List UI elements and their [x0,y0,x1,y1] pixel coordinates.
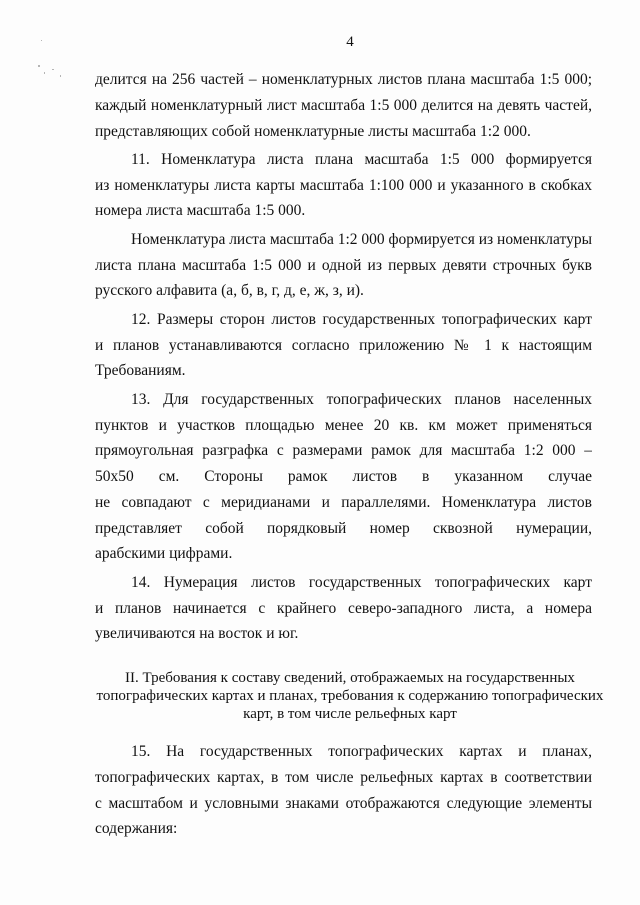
text-line: Требованиям. [95,362,186,379]
scan-speck [38,65,40,67]
text-line: 50x50 см. Стороны рамок листов в указанном случае [95,468,592,485]
scan-speck [44,72,45,74]
text-line: из номенклатуры листа карты масштаба 1:100 000 и указанного в скобках [95,177,592,194]
text-line: 13. Для государственных топографических планов населенных [131,391,592,408]
text-line: русского алфавита (а, б, в, г, д, е, ж, з, и). [95,282,364,299]
page-number: 4 [346,34,354,50]
text-line: представляет собой порядковый номер сквозной нумерации, [95,520,592,537]
text-line: пунктов и участков площадью менее 20 кв. км может применяться [95,417,592,434]
text-line: 15. На государственных топографических картах и планах, [131,743,592,760]
text-line: листа плана масштаба 1:5 000 и одной из первых девяти строчных букв [95,257,592,274]
section-heading-line: II. Требования к составу сведений, отображаемых на государственных [125,670,575,686]
section-heading-line: топографических картах и планах, требования к содержанию топографических [96,688,604,704]
text-line: и планов устанавливаются согласно приложению № 1 к настоящим [95,337,592,354]
text-line: с масштабом и условными знаками отображаются следующие элементы [95,795,592,812]
text-line: 11. Номенклатура листа плана масштаба 1:5 000 формируется [131,151,592,168]
text-line: и планов начинается с крайнего северо-западного листа, а номера [95,600,592,617]
text-line: Номенклатура листа масштаба 1:2 000 формируется из номенклатуры [131,231,592,248]
text-line: номера листа масштаба 1:5 000. [95,202,306,219]
text-line: каждый номенклатурный лист масштаба 1:5 000 делится на девять частей, [95,97,592,114]
text-line: 12. Размеры сторон листов государственных топографических карт [131,311,592,328]
text-line: не совпадают с меридианами и параллелями. Номенклатура листов [95,494,592,511]
text-line: представляющих собой номенклатурные листы масштаба 1:2 000. [95,123,531,140]
text-line: делится на 256 частей – номенклатурных листов плана масштаба 1:5 000; [95,71,592,88]
text-line: 14. Нумерация листов государственных топографических карт [131,574,592,591]
scan-speck [60,75,61,77]
scan-speck [41,40,42,41]
scan-speck [52,69,54,70]
text-line: арабскими цифрами. [95,545,233,562]
section-heading-line: карт, в том числе рельефных карт [243,706,457,722]
text-line: увеличиваются на восток и юг. [95,625,299,642]
text-line: топографических картах, в том числе рельефных картах в соответствии [95,769,592,786]
text-line: прямоугольная разграфка с размерами рамок для масштаба 1:2 000 – [95,442,592,459]
text-line: содержания: [95,820,178,837]
